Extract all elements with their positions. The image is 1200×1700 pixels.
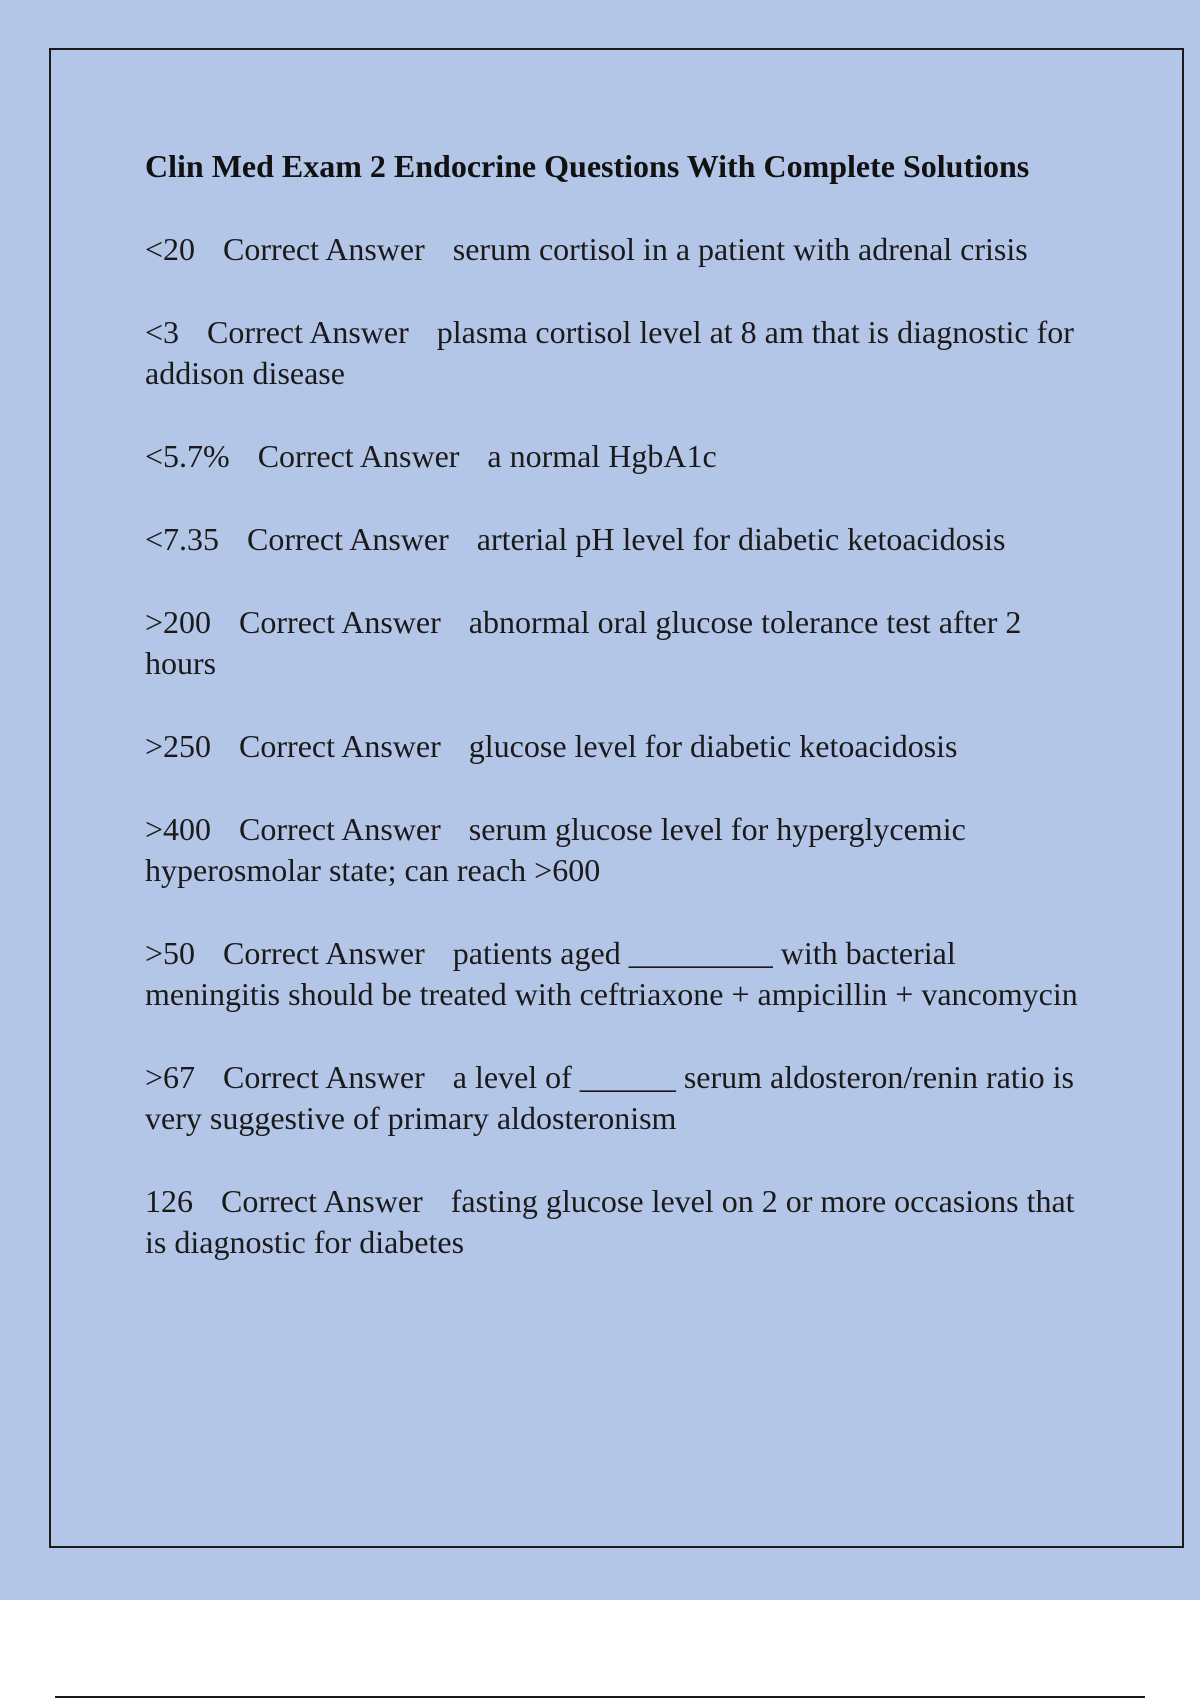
qa-item — [145, 933, 1095, 1015]
qa-answer: fasting glucose level on 2 or more occasions that is diagnostic for diabetes — [145, 1183, 1075, 1260]
qa-item — [145, 229, 1095, 270]
qa-item — [145, 1057, 1095, 1139]
qa-correct-answer-label: Correct Answer — [223, 935, 425, 971]
qa-answer: glucose level for diabetic ketoacidosis — [468, 728, 958, 764]
qa-term: <5.7% — [145, 438, 230, 474]
qa-correct-answer-label: Correct Answer — [223, 231, 425, 267]
document-content — [145, 145, 1095, 1305]
qa-term: <20 — [145, 231, 196, 267]
qa-correct-answer-label: Correct Answer — [239, 604, 441, 640]
qa-item — [145, 312, 1095, 394]
qa-answer: plasma cortisol level at 8 am that is diagnostic for addison disease — [145, 314, 1074, 391]
qa-term: <3 — [145, 314, 180, 350]
qa-term: >400 — [145, 811, 212, 847]
qa-term: >200 — [145, 604, 212, 640]
footer-rule — [55, 1696, 1145, 1698]
qa-answer: a level of ______ serum aldosteron/renin ratio is very suggestive of primary aldosteronism — [145, 1059, 1074, 1136]
qa-correct-answer-label: Correct Answer — [247, 521, 449, 557]
qa-answer: patients aged _________ with bacterial meningitis should be treated with ceftriaxone + ampicillin + vancomycin — [145, 935, 1078, 1012]
qa-answer: serum glucose level for hyperglycemic hyperosmolar state; can reach >600 — [145, 811, 966, 888]
qa-term: >67 — [145, 1059, 196, 1095]
qa-term: >50 — [145, 935, 196, 971]
qa-correct-answer-label: Correct Answer — [221, 1183, 423, 1219]
qa-answer: a normal HgbA1c — [487, 438, 717, 474]
qa-item — [145, 436, 1095, 477]
qa-correct-answer-label: Correct Answer — [239, 811, 441, 847]
qa-correct-answer-label: Correct Answer — [257, 438, 460, 474]
qa-item — [145, 726, 1095, 767]
qa-term: <7.35 — [145, 521, 220, 557]
qa-correct-answer-label: Correct Answer — [239, 728, 441, 764]
qa-term: >250 — [145, 728, 212, 764]
document-title: Clin Med Exam 2 Endocrine Questions With Complete Solutions — [145, 148, 1030, 184]
qa-item — [145, 519, 1095, 560]
qa-correct-answer-label: Correct Answer — [223, 1059, 425, 1095]
qa-item — [145, 602, 1095, 684]
qa-answer: abnormal oral glucose tolerance test after 2 hours — [145, 604, 1022, 681]
qa-term: 126 — [145, 1183, 193, 1219]
qa-item — [145, 1181, 1095, 1263]
qa-item — [145, 809, 1095, 891]
qa-answer: arterial pH level for diabetic ketoacidosis — [476, 521, 1006, 557]
qa-correct-answer-label: Correct Answer — [207, 314, 409, 350]
qa-answer: serum cortisol in a patient with adrenal crisis — [452, 231, 1028, 267]
